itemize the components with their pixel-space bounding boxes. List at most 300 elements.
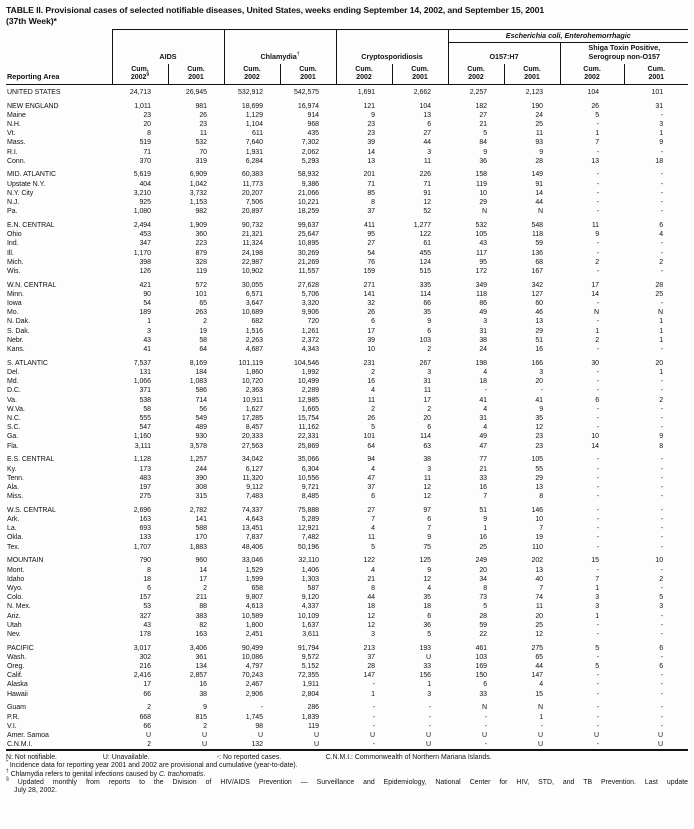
reporting-area-cell: Upstate N.Y. (7, 180, 46, 188)
reporting-area-cell: V.I. (7, 722, 17, 730)
value-cell: - (660, 405, 664, 413)
value-cell: 58 (199, 336, 207, 344)
legend-no-reported-cases: -: No reported cases. (216, 753, 282, 761)
value-cell: 6 (427, 120, 432, 128)
reporting-area-cell: C.N.M.I. (7, 741, 33, 749)
value-cell: - (660, 171, 664, 179)
table-row (6, 722, 688, 731)
value-cell: 213 (363, 644, 376, 652)
value-cell: 17 (591, 281, 600, 289)
reporting-area-cell: Vt. (7, 130, 16, 138)
value-cell: 18 (479, 378, 488, 386)
table-row (6, 258, 688, 267)
value-cell: 58 (143, 405, 151, 413)
value-cell: 267 (419, 359, 432, 367)
value-cell: - (660, 713, 664, 721)
value-cell: 101,119 (238, 359, 263, 367)
value-cell: 11,557 (298, 267, 320, 275)
value-cell: 3,320 (301, 300, 320, 308)
table-row (6, 267, 688, 276)
value-cell: 6,304 (301, 465, 320, 473)
value-cell: 63 (423, 442, 432, 450)
value-cell: 10,086 (241, 653, 263, 661)
value-cell: 6,909 (189, 171, 207, 179)
table-row (6, 575, 688, 584)
value-cell: 10,589 (241, 612, 263, 620)
value-cell: U (426, 732, 432, 739)
value-cell: 1 (595, 612, 600, 620)
table-title-line1: TABLE II. Provisional cases of selected notifiable diseases, United States, weeks ending September 14, 2002, and September 15, 2001 (6, 5, 545, 15)
value-cell: 10,720 (241, 378, 263, 386)
value-cell: 1 (371, 690, 376, 698)
value-cell: 27,563 (241, 442, 263, 450)
reporting-area-cell: E.N. CENTRAL (7, 221, 55, 229)
value-cell: - (596, 516, 600, 524)
value-cell: 150 (475, 672, 488, 680)
value-cell: 95 (479, 258, 488, 266)
value-cell: 7,483 (245, 493, 263, 501)
value-cell: 132 (251, 741, 263, 749)
value-cell: 1,128 (133, 456, 151, 464)
reporting-area-cell: Oreg. (7, 663, 25, 671)
value-cell: 3,611 (302, 630, 320, 638)
value-cell: - (596, 543, 600, 551)
value-cell: 4 (483, 368, 488, 376)
value-cell: 65 (199, 300, 207, 308)
value-cell: 1,691 (357, 88, 376, 96)
value-cell: 141 (195, 516, 207, 524)
value-cell: 3 (595, 603, 600, 611)
value-cell: 55 (535, 465, 544, 473)
value-cell: 411 (364, 221, 376, 229)
value-cell: 6 (483, 681, 488, 689)
value-cell: - (596, 672, 600, 680)
value-cell: 3,111 (134, 442, 151, 450)
value-cell: 398 (139, 258, 151, 266)
value-cell: 28 (367, 663, 376, 671)
value-cell: 2,662 (413, 88, 432, 96)
value-cell: 275 (139, 493, 151, 501)
value-cell: 119 (308, 722, 320, 730)
value-cell: 25 (479, 543, 488, 551)
value-cell: - (596, 722, 600, 730)
value-cell: 5,289 (301, 516, 320, 524)
value-cell: 19 (535, 534, 544, 542)
value-cell: - (660, 690, 664, 698)
table-row (6, 290, 688, 299)
value-cell: - (596, 483, 600, 491)
value-cell: - (660, 378, 664, 386)
reporting-area-cell: PACIFIC (7, 644, 34, 652)
value-cell: 104,546 (294, 359, 320, 367)
value-cell: 124 (419, 258, 432, 266)
value-cell: 2 (371, 405, 376, 413)
reporting-area-cell: N. Mex. (7, 603, 31, 611)
reporting-area-cell: Ill. (7, 249, 14, 257)
value-cell: - (660, 111, 664, 119)
value-cell: 11 (591, 221, 600, 229)
value-cell: 1 (483, 525, 488, 533)
value-cell: 46 (535, 309, 544, 317)
value-cell: 91,794 (297, 644, 320, 652)
reporting-area-cell: N. Dak. (7, 318, 30, 326)
value-cell: - (660, 722, 664, 730)
value-cell: 2 (427, 405, 432, 413)
value-cell: 1,992 (301, 368, 320, 376)
value-cell: - (660, 506, 664, 514)
reporting-area-cell: MID. ATLANTIC (7, 171, 57, 179)
value-cell: 532,912 (238, 88, 263, 96)
value-cell: 38 (199, 690, 207, 698)
table-row (6, 451, 688, 465)
reporting-area-cell: Alaska (7, 681, 28, 689)
value-cell: 35 (423, 594, 432, 602)
value-cell: 17,285 (241, 415, 263, 422)
value-cell: 15 (591, 557, 600, 565)
value-cell: 34,042 (241, 456, 263, 464)
value-cell: 532 (195, 139, 207, 147)
value-cell: 9,386 (301, 180, 320, 188)
value-cell: 682 (251, 318, 263, 326)
reporting-area-cell: Mo. (7, 309, 19, 317)
legend-unavailable: U: Unavailable. (102, 753, 150, 761)
value-cell: 10,556 (297, 474, 320, 482)
table-row (6, 740, 688, 750)
value-cell: 25 (655, 290, 664, 298)
value-cell: - (596, 387, 600, 395)
value-cell: 383 (195, 612, 207, 620)
value-cell: 117 (476, 249, 488, 257)
value-cell: - (596, 249, 600, 257)
reporting-area-cell: W.N. CENTRAL (7, 281, 57, 289)
value-cell: 361 (195, 653, 207, 661)
value-cell: 275 (531, 644, 544, 652)
table-row (6, 84, 688, 97)
value-cell: 2,494 (133, 221, 151, 229)
value-cell: 27 (367, 240, 376, 248)
value-cell: 4 (371, 465, 376, 473)
value-cell: - (596, 267, 600, 275)
value-cell: 4 (483, 424, 488, 432)
value-cell: 4 (371, 566, 376, 574)
value-cell: 9 (659, 433, 664, 441)
value-cell: 286 (307, 704, 320, 712)
value-cell: - (596, 120, 600, 128)
value-cell: 70 (199, 148, 207, 156)
value-cell: - (596, 208, 600, 216)
value-cell: 21 (479, 120, 488, 128)
value-cell: 2 (203, 318, 207, 326)
value-cell: 136 (531, 249, 544, 257)
value-cell: 3 (659, 603, 664, 611)
value-cell: - (372, 713, 376, 721)
value-cell: 7 (483, 493, 488, 501)
footnote-star: * Incidence data for reporting year 2001 and 2002 are provisional and cumulative (year-to-date). (6, 759, 298, 770)
value-cell: 1 (659, 336, 664, 344)
value-cell: 11,324 (242, 240, 263, 248)
value-cell: 90,732 (241, 221, 263, 229)
table-row (6, 97, 688, 111)
value-cell: 166 (531, 359, 544, 367)
value-cell: 71 (367, 180, 376, 188)
value-cell: 532 (475, 221, 488, 229)
value-cell: - (660, 543, 664, 551)
value-cell: U (370, 732, 376, 739)
value-cell: 347 (139, 240, 151, 248)
reporting-area-cell: N.J. (7, 199, 20, 207)
value-cell: 11 (199, 130, 207, 138)
value-cell: 3,647 (245, 300, 263, 308)
value-cell: 2,372 (301, 336, 320, 344)
value-cell: 8 (371, 584, 376, 592)
value-cell: 1,129 (245, 111, 263, 119)
value-cell: 8 (371, 199, 376, 207)
value-cell: 6 (659, 663, 664, 671)
value-cell: 36 (423, 621, 432, 629)
value-cell: 223 (195, 240, 207, 248)
column-header-cum-2002: Cum. 2002§ (112, 64, 168, 85)
value-cell: - (484, 741, 488, 749)
value-cell: 12 (423, 483, 432, 491)
value-cell: 64 (199, 346, 207, 354)
value-cell: 1,066 (133, 378, 151, 386)
value-cell: 13 (535, 483, 544, 491)
value-cell: 72,355 (297, 672, 320, 680)
value-cell: - (596, 493, 600, 501)
value-cell: 74,337 (241, 506, 263, 514)
table-row (6, 501, 688, 515)
column-header-cum-2001: Cum. 2001 (504, 64, 560, 85)
table-row (6, 396, 688, 405)
reporting-area-cell: W.Va. (7, 405, 25, 413)
value-cell: 8 (539, 493, 544, 501)
value-cell: 2 (147, 741, 151, 749)
value-cell: 59 (479, 621, 488, 629)
table-row (6, 630, 688, 639)
value-cell: 914 (307, 111, 320, 119)
value-cell: 2,857 (189, 672, 207, 680)
value-cell: 134 (195, 663, 207, 671)
value-cell: - (660, 534, 664, 542)
reporting-area-cell: Tenn. (7, 474, 24, 482)
value-cell: 7,482 (301, 534, 320, 542)
value-cell: 2,906 (245, 690, 263, 698)
value-cell: 7 (595, 139, 600, 147)
value-cell: 20 (655, 359, 664, 367)
value-cell: 202 (531, 557, 544, 565)
value-cell: 11 (535, 130, 544, 138)
reporting-area-cell: Del. (7, 368, 20, 376)
table-row (6, 612, 688, 621)
value-cell: 50,196 (297, 543, 320, 551)
value-cell: - (596, 199, 600, 207)
value-cell: 960 (195, 557, 207, 565)
value-cell: 26 (199, 111, 207, 119)
value-cell: 10 (479, 189, 488, 197)
value-cell: 26 (367, 309, 376, 317)
column-group-chlamydia: Chlamydia† (224, 30, 336, 64)
column-header-cum-2002: Cum. 2002 (224, 64, 280, 85)
value-cell: - (372, 704, 376, 712)
value-cell: 47 (479, 442, 488, 450)
value-cell: 10,499 (297, 378, 320, 386)
value-cell: 6,284 (245, 157, 263, 165)
value-cell: 51 (479, 506, 488, 514)
value-cell: 315 (195, 493, 207, 501)
value-cell: - (660, 300, 664, 308)
value-cell: 149 (531, 171, 544, 179)
reporting-area-cell: Amer. Samoa (7, 732, 49, 739)
value-cell: 453 (139, 231, 151, 239)
value-cell: 981 (195, 102, 207, 110)
value-cell: 60,383 (241, 171, 263, 179)
reporting-area-cell: Fla. (7, 442, 19, 450)
value-cell: 2,289 (301, 387, 320, 395)
value-cell: 94 (367, 456, 376, 464)
value-cell: 99,637 (297, 221, 320, 229)
value-cell: 5 (595, 111, 600, 119)
value-cell: - (540, 387, 544, 395)
value-cell: 7,837 (245, 534, 263, 542)
value-cell: 8,457 (245, 424, 263, 432)
value-cell: 172 (475, 267, 488, 275)
reporting-area-cell: Minn. (7, 290, 24, 298)
value-cell: 30,055 (241, 281, 263, 289)
value-cell: 572 (195, 281, 207, 289)
reporting-area-cell: UNITED STATES (7, 88, 61, 96)
value-cell: - (660, 525, 664, 533)
table-row (6, 414, 688, 423)
value-cell: 23 (367, 120, 376, 128)
value-cell: 8 (147, 566, 151, 574)
value-cell: 9,721 (301, 483, 320, 491)
value-cell: 65 (535, 653, 544, 661)
value-cell: 12 (367, 621, 376, 629)
table-row (6, 354, 688, 368)
value-cell: 1,160 (133, 433, 151, 441)
value-cell: 349 (475, 281, 488, 289)
table-row (6, 442, 688, 451)
value-cell: 421 (139, 281, 151, 289)
column-group-ecoli: Escherichia coli, Enterohemorrhagic (448, 30, 688, 43)
value-cell: 1,277 (413, 221, 432, 229)
value-cell: 10 (535, 516, 544, 524)
value-cell: 1 (659, 368, 664, 376)
value-cell: 2,782 (189, 506, 207, 514)
value-cell: - (540, 722, 544, 730)
value-cell: 91 (535, 180, 544, 188)
footnote-section-continued: July 28, 2002. (14, 787, 57, 795)
value-cell: 169 (475, 663, 488, 671)
value-cell: - (596, 690, 600, 698)
value-cell: 5 (483, 130, 488, 138)
species-name: C. trachomatis (158, 770, 204, 778)
value-cell: 1 (595, 130, 600, 138)
value-cell: 114 (420, 290, 432, 298)
value-cell: 68 (535, 258, 544, 266)
value-cell: 10,109 (297, 612, 320, 620)
value-cell: 3 (539, 368, 544, 376)
value-cell: 3 (371, 630, 376, 638)
value-cell: 43 (143, 621, 151, 629)
value-cell: 5,619 (133, 171, 151, 179)
value-cell: 21,066 (297, 189, 320, 197)
value-cell: - (660, 621, 664, 629)
table-row (6, 299, 688, 308)
value-cell: - (596, 506, 600, 514)
value-cell: 85 (367, 189, 376, 197)
reporting-area-cell: Tex. (7, 543, 20, 551)
legend-cnmi: C.N.M.I.: Commonwealth of Northern Mariana Islands. (325, 753, 492, 761)
reporting-area-cell: Ohio (7, 231, 22, 239)
value-cell: - (596, 630, 600, 638)
value-cell: 4,343 (301, 346, 320, 354)
value-cell: N (538, 208, 544, 216)
value-cell: 308 (195, 483, 207, 491)
value-cell: 4,797 (245, 663, 263, 671)
value-cell: 3,406 (189, 644, 207, 652)
value-cell: 64 (367, 442, 376, 450)
value-cell: 548 (531, 221, 544, 229)
value-cell: 29 (535, 474, 544, 482)
value-cell: 12 (423, 575, 432, 583)
value-cell: 588 (195, 525, 207, 533)
value-cell: 5 (659, 594, 664, 602)
reporting-area-cell: La. (7, 525, 17, 533)
value-cell: 10,689 (241, 309, 263, 317)
value-cell: 43 (479, 240, 488, 248)
value-cell: 216 (139, 663, 151, 671)
value-cell: 4 (427, 584, 432, 592)
value-cell: 163 (139, 516, 151, 524)
value-cell: 2,467 (245, 681, 263, 689)
value-cell: 2,451 (245, 630, 263, 638)
value-cell: 7,537 (133, 359, 151, 367)
value-cell: 11 (535, 603, 544, 611)
table-row (6, 368, 688, 377)
value-cell: 319 (195, 157, 207, 165)
value-cell: 515 (419, 267, 432, 275)
value-cell: 6 (371, 318, 376, 326)
value-cell: 1,170 (133, 249, 151, 257)
table-row (6, 249, 688, 258)
value-cell: - (596, 415, 600, 422)
value-cell: 105 (475, 231, 488, 239)
table-row (6, 584, 688, 593)
value-cell: 98 (255, 722, 263, 730)
value-cell: 182 (475, 102, 488, 110)
value-cell: N (482, 208, 488, 216)
value-cell: - (596, 405, 600, 413)
value-cell: - (596, 456, 600, 464)
value-cell: 70,243 (241, 672, 263, 680)
value-cell: 3 (483, 318, 488, 326)
reporting-area-cell: Ky. (7, 465, 17, 473)
value-cell: 35,066 (297, 456, 320, 464)
value-cell: 13 (367, 157, 376, 165)
value-cell: 8 (147, 130, 151, 138)
value-cell: 110 (532, 543, 544, 551)
value-cell: 44 (367, 594, 376, 602)
value-cell: 32,110 (298, 557, 320, 565)
value-cell: 9,120 (301, 594, 320, 602)
value-cell: - (484, 713, 488, 721)
value-cell: - (428, 713, 432, 721)
value-cell: 3 (595, 594, 600, 602)
value-cell: - (660, 566, 664, 574)
value-cell: 10,911 (242, 396, 263, 404)
value-cell: 15 (535, 690, 544, 698)
